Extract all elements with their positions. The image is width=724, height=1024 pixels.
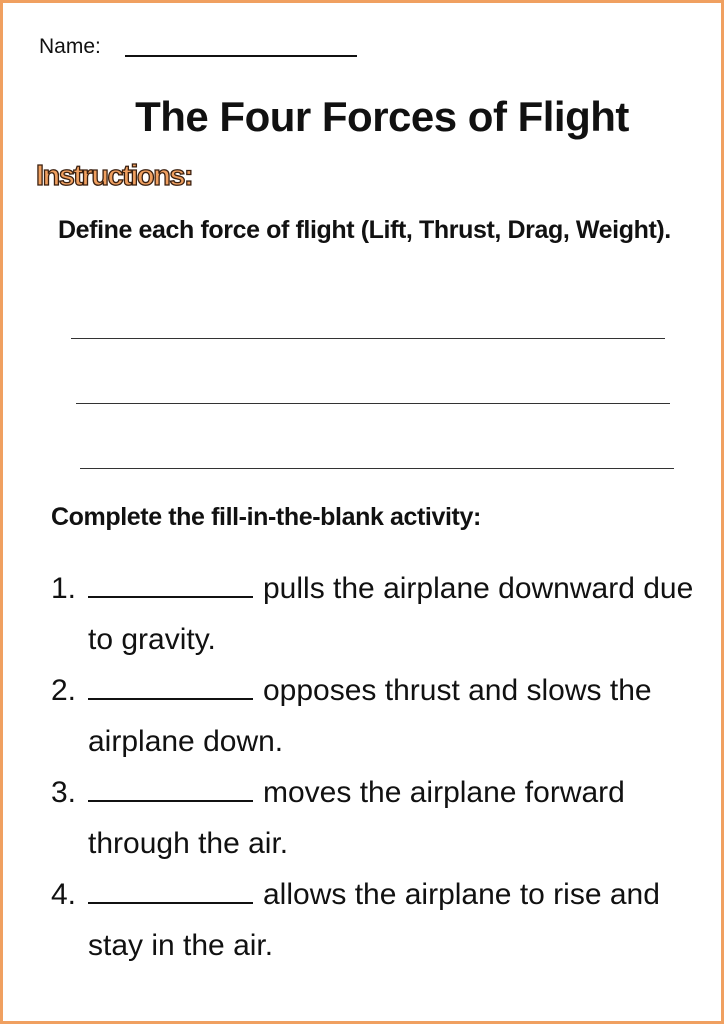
- define-prompt: Define each force of flight (Lift, Thrust, Drag, Weight).: [58, 216, 671, 244]
- name-input-line[interactable]: [125, 55, 357, 57]
- page-title: The Four Forces of Flight: [135, 93, 629, 140]
- list-item: [51, 563, 711, 665]
- list-item: [51, 665, 711, 767]
- item-text: moves the airplane forward through the air.: [88, 776, 625, 860]
- blank-field[interactable]: [88, 674, 253, 700]
- blank-field[interactable]: [88, 878, 253, 904]
- item-number: 3.: [51, 776, 77, 809]
- item-text: allows the airplane to rise and stay in the air.: [88, 878, 660, 962]
- fill-in-blank-list: [51, 563, 711, 971]
- item-text: opposes thrust and slows the airplane down.: [88, 674, 652, 758]
- name-label: Name:: [39, 35, 101, 58]
- list-item: [51, 767, 711, 869]
- answer-line-1[interactable]: [71, 338, 665, 339]
- answer-line-2[interactable]: [76, 403, 670, 404]
- answer-line-3[interactable]: [80, 468, 674, 469]
- blank-field[interactable]: [88, 572, 253, 598]
- list-item: [51, 869, 711, 971]
- item-number: 1.: [51, 572, 77, 605]
- item-number: 4.: [51, 878, 77, 911]
- item-text: pulls the airplane downward due to gravity.: [88, 572, 694, 656]
- item-number: 2.: [51, 674, 77, 707]
- complete-prompt: Complete the fill-in-the-blank activity:: [51, 503, 481, 531]
- instructions-heading: Instructions:: [36, 160, 193, 192]
- blank-field[interactable]: [88, 776, 253, 802]
